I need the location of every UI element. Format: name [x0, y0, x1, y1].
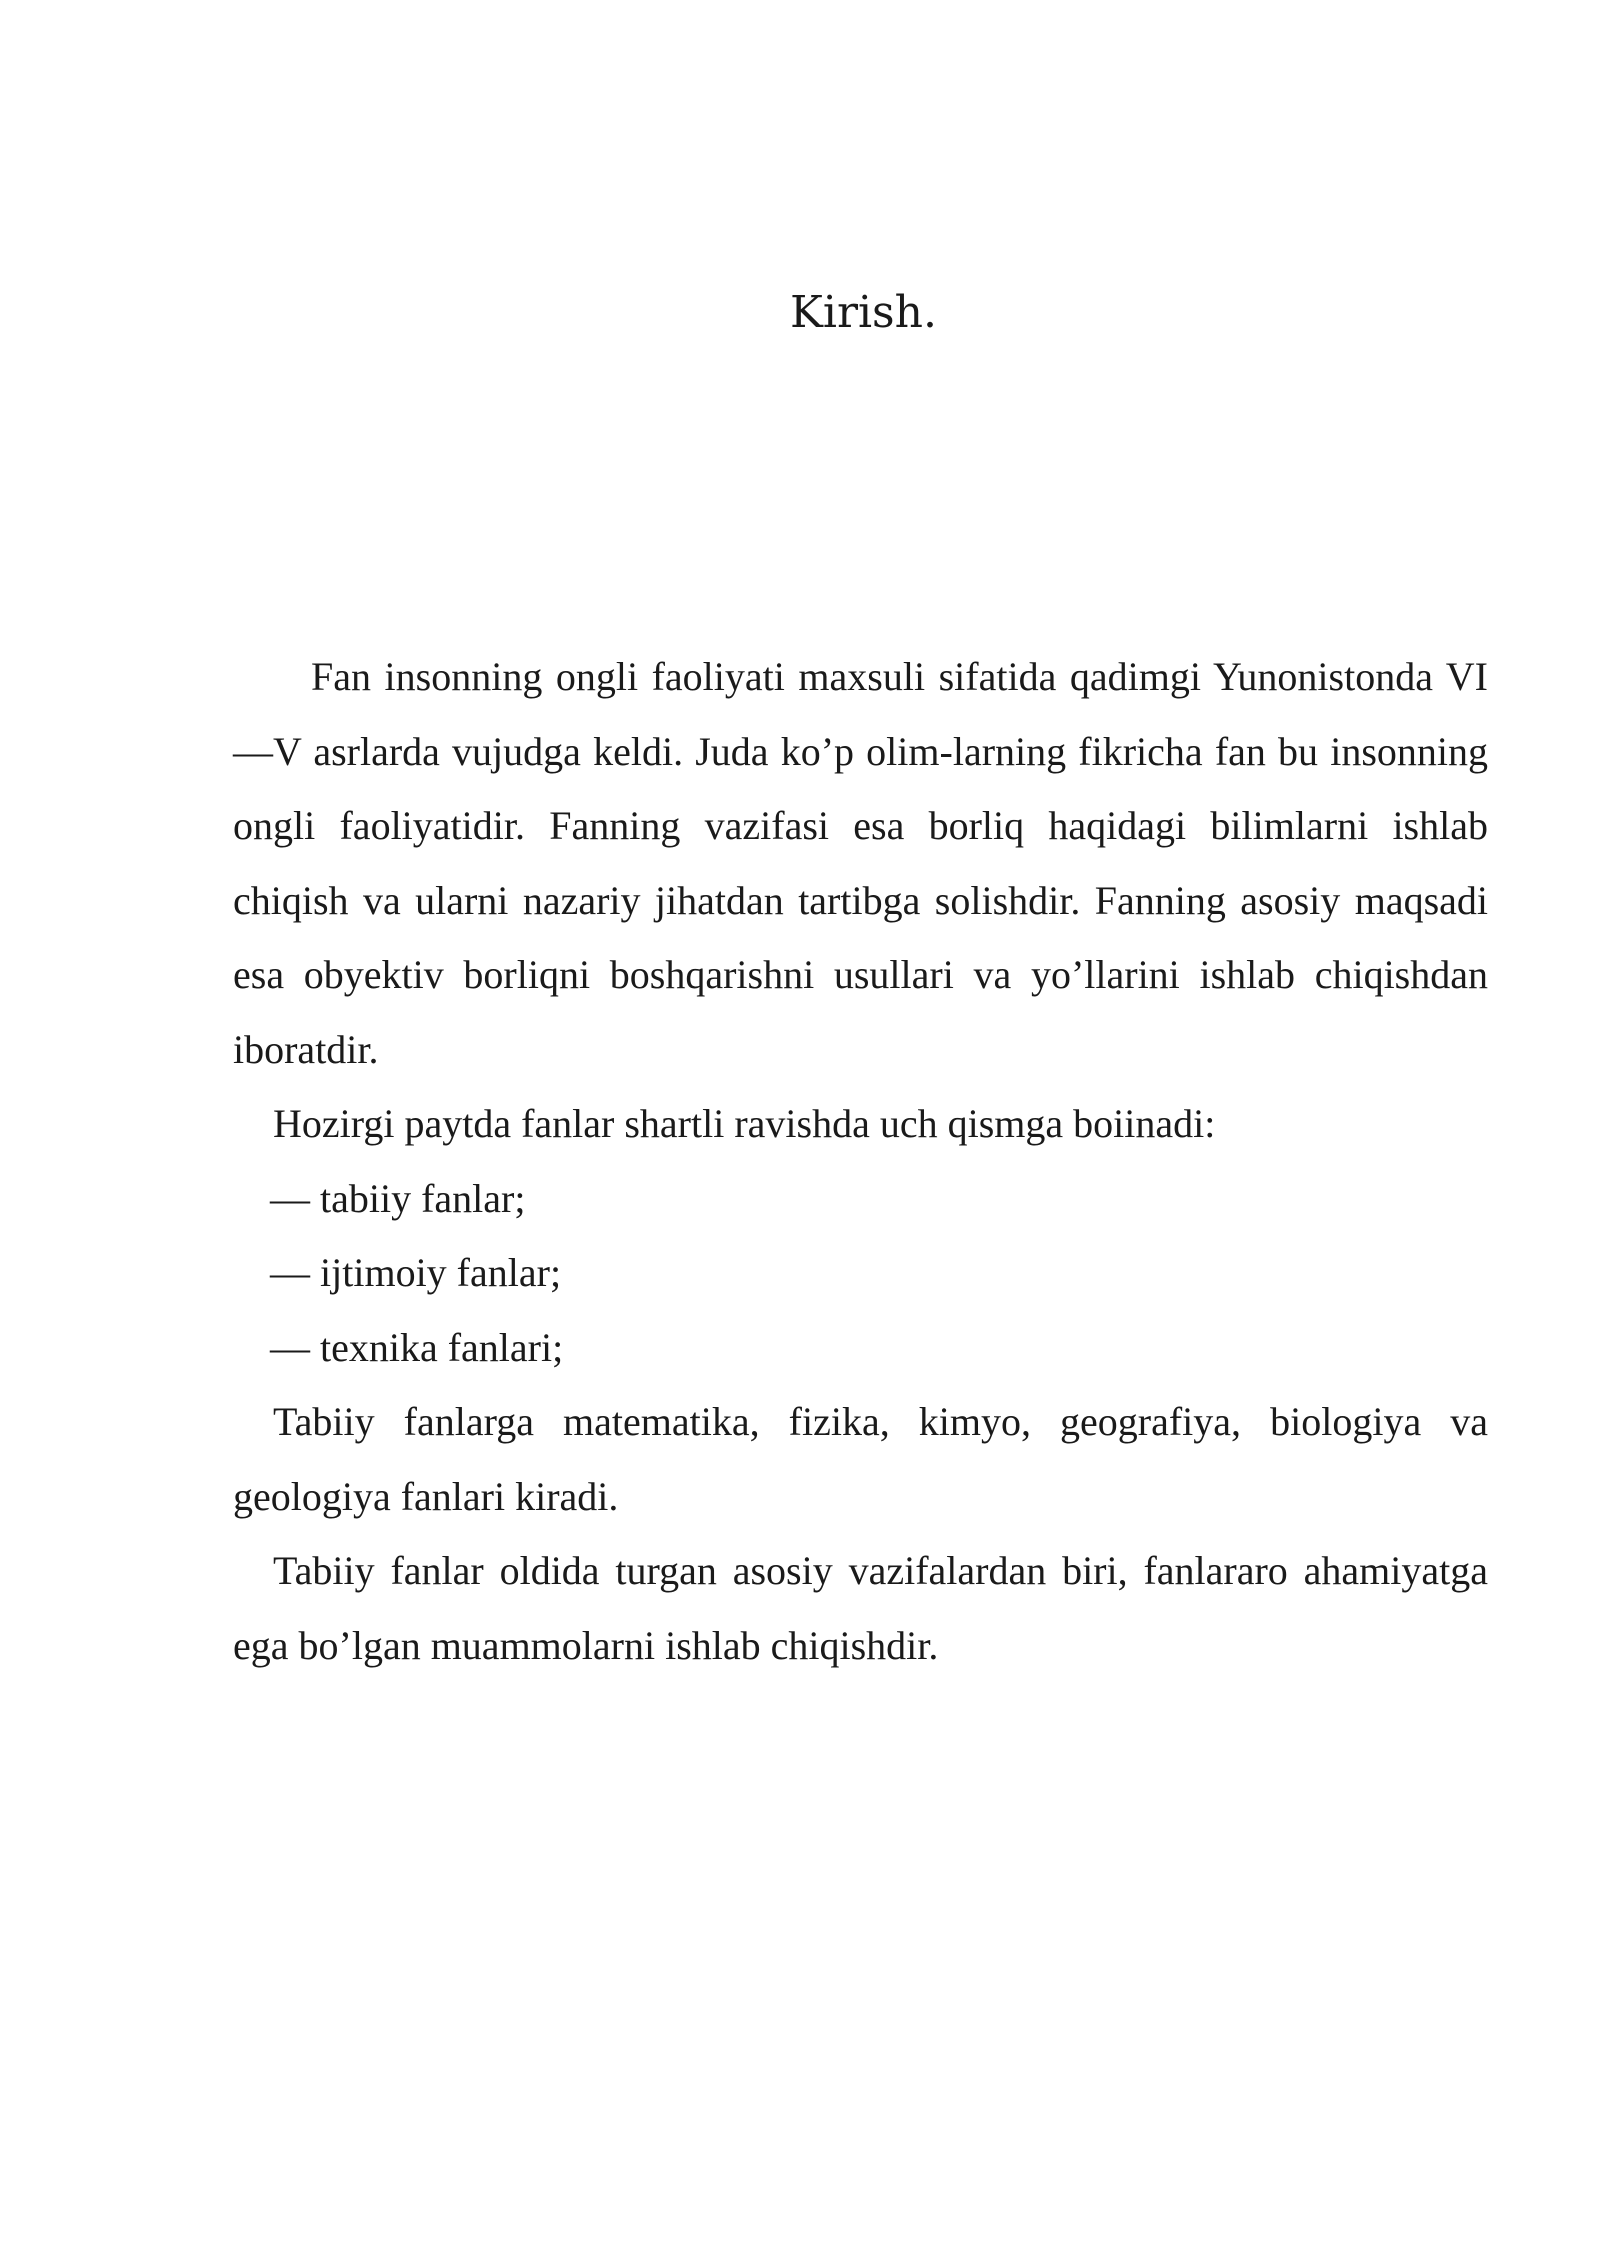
document-body — [233, 640, 1488, 1683]
paragraph-intro: Fan insonning ongli faoliyati maxsuli sifatida qadimgi Yunonistonda VI—V asrlarda vujudga keldi. Juda ko’p olim-larning fikricha fan bu insonning ongli faoliyatidir. Fanning vazifasi esa borliq haqidagi bilimlarni ishlab chiqish va ularni nazariy jihatdan tartibga solishdir. Fanning asosiy maqsadi esa obyektiv borliqni boshqarishni usullari va yo’llarini ishlab chiqishdan iboratdir. — [233, 654, 1488, 1072]
page-title: Kirish. — [790, 287, 937, 338]
paragraph-natural-sciences: Tabiiy fanlarga matematika, fizika, kimyo, geografiya, biologiya va geologiya fanlari kiradi. — [233, 1399, 1488, 1519]
paragraph-tasks: Tabiiy fanlar oldida turgan asosiy vazifalardan biri, fanlararo ahamiyatga ega bo’lgan muammolarni ishlab chiqishdir. — [233, 1548, 1488, 1668]
science-categories-list — [233, 1162, 1488, 1386]
list-item: — ijtimoiy fanlar; — [270, 1250, 562, 1295]
paragraph-classification: Hozirgi paytda fanlar shartli ravishda uch qismga boiinadi: — [273, 1101, 1216, 1146]
list-item: — tabiiy fanlar; — [270, 1175, 526, 1221]
list-item: — texnika fanlari; — [270, 1324, 564, 1370]
